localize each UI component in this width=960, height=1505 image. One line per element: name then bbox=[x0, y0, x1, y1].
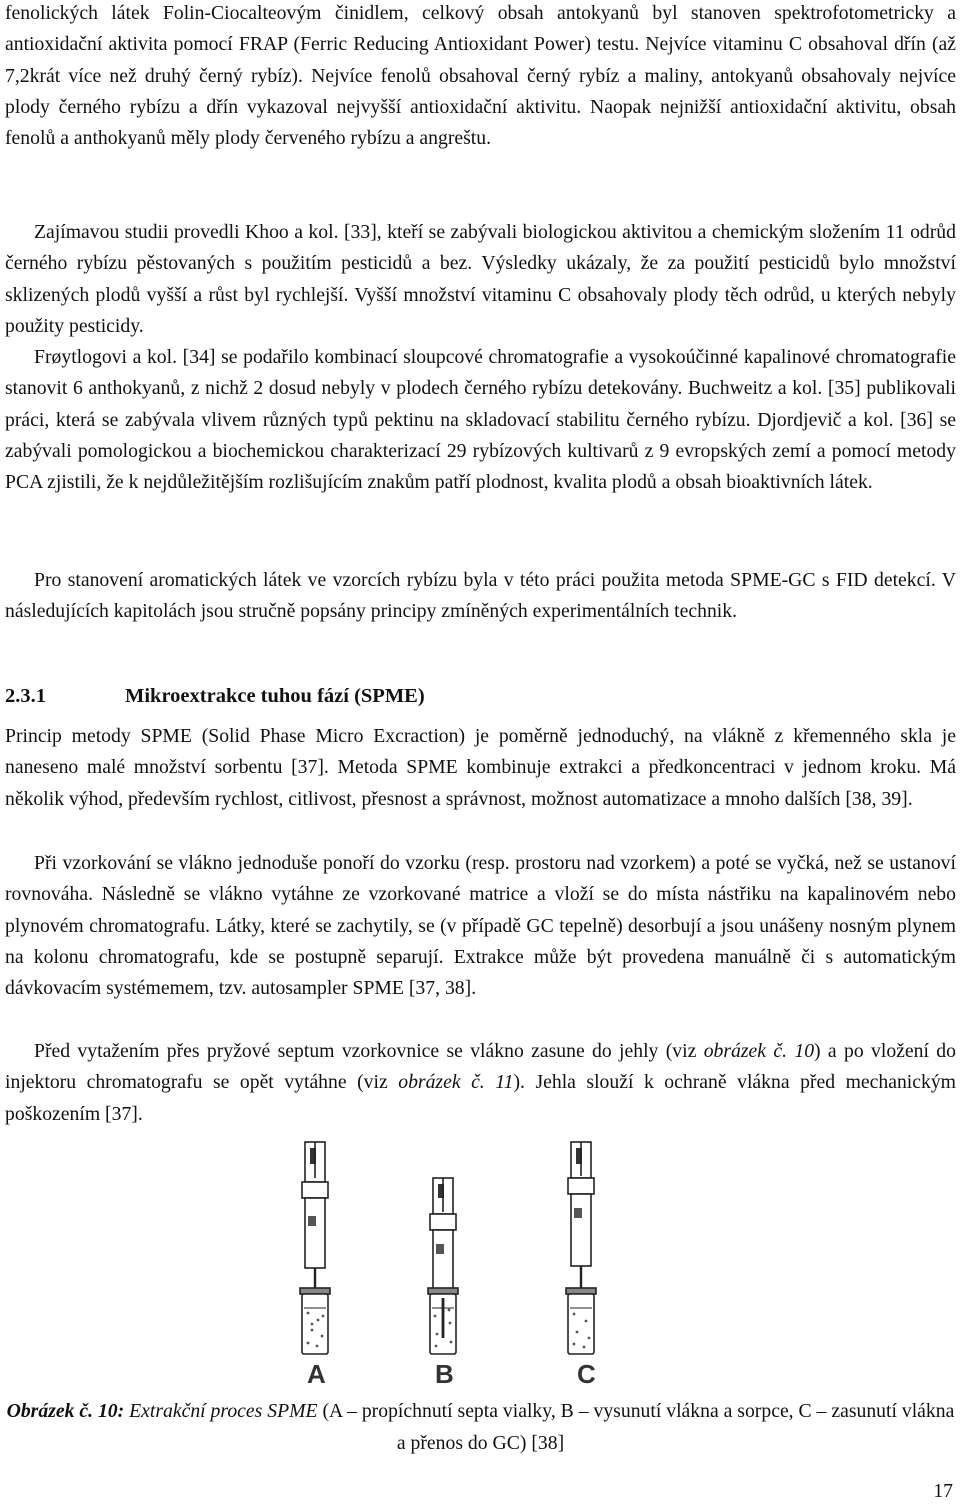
section-title: Mikroextrakce tuhou fází (SPME) bbox=[125, 685, 425, 707]
paragraph-3: Frøytlogovi a kol. [34] se podařilo kombinací sloupcové chromatografie a vysokoúčinné kapalinové chromatografie stanovit 6 anthokyanů, z nichž 2 dosud nebyly v plodech černého rybízu detekovány. Buchweitz a kol. [35] publikovali práci, která se zabývala vlivem různých typů pektinu na skladovací stabilitu černého rybízu. Djordjevič a kol. [36] se zabývali pomologickou a biochemickou charakterizací 29 rybízových kultivarů z 9 evropských zemí a pomocí metody PCA zjistili, že k nejdůležitějším rozlišujícím znakům patří plodnost, kvalita plodů a obsah bioaktivních látek. bbox=[5, 346, 956, 494]
section-number: 2.3.1 bbox=[5, 685, 46, 707]
figure-reference-11: obrázek č. 11 bbox=[398, 1071, 514, 1094]
caption-title: Extrakční proces SPME bbox=[129, 1400, 318, 1422]
paragraph-2: Zajímavou studii provedli Khoo a kol. [33], kteří se zabývali biologickou aktivitou a chemickým složením 11 odrůd černého rybízu pěstovaných s použitím pesticidů a bez. Výsledky ukázaly, že za použití pesticidů bylo množství sklizených plodů vyšší a růst byl rychlejší. Vyšší množství vitaminu C obsahovaly plody těch odrůd, u kterých nebyly použity pesticidy. bbox=[5, 221, 956, 337]
paragraph-5: Princip metody SPME (Solid Phase Micro Excraction) je poměrně jednoduchý, na vlákně z křemenného skla je naneseno malé množství sorbentu [37]. Metoda SPME kombinuje extrakci a předkoncentraci v jednom kroku. Má několik výhod, především rychlost, citlivost, přesnost a správnost, možnost automatizace a mnoho dalších [38, 39]. bbox=[5, 725, 956, 810]
paragraph-4: Pro stanovení aromatických látek ve vzorcích rybízu byla v této práci použita metoda SPME-GC s FID detekcí. V následujících kapitolách jsou stručně popsány principy zmíněných experimentálních technik. bbox=[5, 569, 956, 623]
figure-label-a: A bbox=[307, 1359, 326, 1389]
section-heading bbox=[5, 685, 425, 708]
figure-caption bbox=[5, 1395, 956, 1459]
caption-label: Obrázek č. 10: bbox=[6, 1400, 125, 1422]
spme-device-c bbox=[566, 1142, 596, 1354]
caption-text: (A – propíchnutí septa vialky, B – vysunutí vlákna a sorpce, C – zasunutí vlákna a přenos do GC) [38] bbox=[322, 1400, 955, 1454]
paragraph-7-text-a: Před vytažením přes pryžové septum vzorkovnice se vlákno zasune do jehly (viz bbox=[34, 1040, 704, 1062]
paragraph-6: Při vzorkování se vlákno jednoduše ponoří do vzorku (resp. prostoru nad vzorkem) a poté se vyčká, než se ustanoví rovnováha. Následně se vlákno vytáhne ze vzorkované matrice a vloží se do místa nástřiku na kapalinovém nebo plynovém chromatografu. Látky, které se zachytily, se (v případě GC tepelně) desorbují a jsou unášeny nosným plynem na kolonu chromatografu, kde se postupně separují. Extrakce může být provedena manuálně či s automatickým dávkovacím systémemem, tzv. autosampler SPME [37, 38]. bbox=[5, 852, 956, 1000]
page-number: 17 bbox=[933, 1480, 953, 1502]
figure-label-c: C bbox=[577, 1359, 596, 1389]
spme-device-a bbox=[300, 1142, 330, 1354]
paragraph-7 bbox=[5, 1036, 956, 1130]
spme-process-figure bbox=[255, 1138, 675, 1393]
spme-device-b bbox=[428, 1178, 458, 1354]
figure-label-b: B bbox=[435, 1359, 454, 1389]
figure-reference-10: obrázek č. 10 bbox=[703, 1040, 815, 1062]
paragraph-7-text-e: ). Jehla slouží k ochraně vlákna před mechanickým poškozením [37]. bbox=[5, 1071, 956, 1125]
paragraph-7-text-c: ) a po vložení do injektoru chromatografu se opět vytáhne (viz bbox=[5, 1040, 956, 1094]
paragraph-1: fenolických látek Folin-Ciocalteovým činidlem, celkový obsah antokyanů byl stanoven spektrofotometricky a antioxidační aktivita pomocí FRAP (Ferric Reducing Antioxidant Power) testu. Nejvíce vitaminu C obsahoval dřín (až 7,2krát více než druhý černý rybíz). Nejvíce fenolů obsahoval černý rybíz a maliny, antokyanů obsahovaly nejvíce plody černého rybízu a dřín vykazoval nejvyšší antioxidační aktivitu. Naopak nejnižší antioxidační aktivitu, obsah fenolů a anthokyanů měly plody červeného rybízu a angreštu. bbox=[5, 2, 956, 150]
